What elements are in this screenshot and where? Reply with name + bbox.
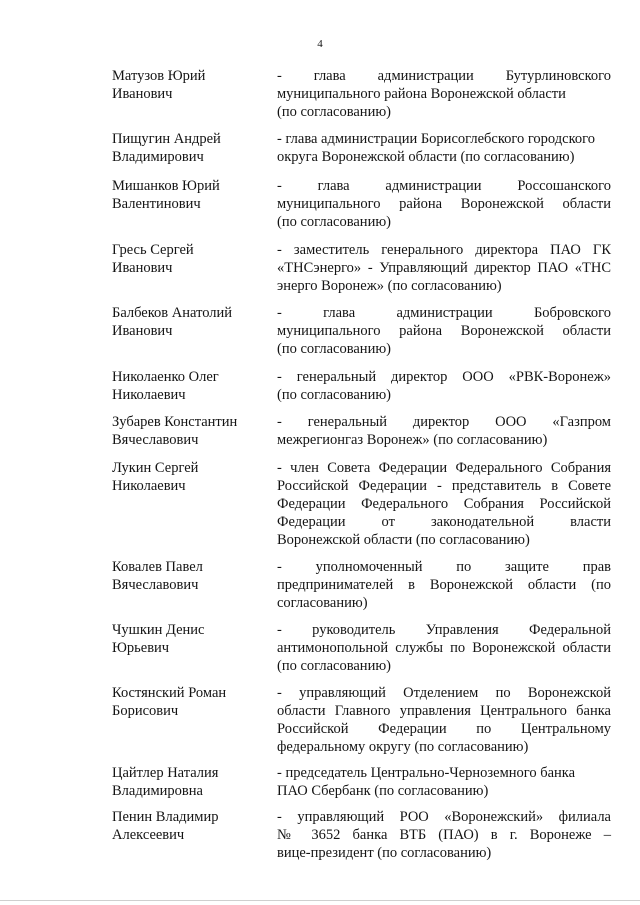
- person-name: Зубарев Константин Вячеславович: [112, 414, 238, 448]
- person-role: - управляющий Отделением по Воронежской области Главного управления Центрального банка Российской Федерации по Центральному федеральному округу (по согласованию): [277, 685, 611, 755]
- person-name: Мишанков Юрий Валентинович: [112, 178, 220, 212]
- person-role: - председатель Центрально-Черноземного банка ПАО Сбербанк (по согласованию): [277, 765, 576, 799]
- person-name: Пенин Владимир Алексеевич: [112, 809, 219, 843]
- person-role: - глава администрации Борисоглебского городского округа Воронежской области (по согласованию): [277, 131, 595, 165]
- person-name: Ковалев Павел Вячеславович: [112, 559, 203, 593]
- person-name: Лукин Сергей Николаевич: [112, 460, 199, 494]
- person-role: - управляющий РОО «Воронежский» филиала № 3652 банка ВТБ (ПАО) в г. Воронеже – вице-президент (по согласованию): [277, 809, 611, 861]
- person-name: Николаенко Олег Николаевич: [112, 369, 219, 403]
- person-role: - глава администрации Россошанского муниципального района Воронежской области (по согласованию): [277, 178, 611, 230]
- person-name: Костянский Роман Борисович: [112, 685, 227, 719]
- person-role: - член Совета Федерации Федерального Собрания Российской Федерации - представитель в Совете Федерации Федерального Собрания Российской Федерации от законодательной власти Воронежской области (по согласованию): [277, 460, 611, 548]
- person-role: - уполномоченный по защите прав предпринимателей в Воронежской области (по согласованию): [277, 559, 611, 611]
- person-name: Цайтлер Наталия Владимировна: [112, 765, 219, 799]
- person-role: - заместитель генерального директора ПАО ГК «ТНСэнерго» - Управляющий директор ПАО «ТНС энерго Воронеж» (по согласованию): [277, 242, 611, 294]
- page-bottom-edge: [0, 900, 640, 901]
- person-name: Гресь Сергей Иванович: [112, 242, 194, 276]
- person-name: Матузов Юрий Иванович: [112, 68, 206, 102]
- person-name: Балбеков Анатолий Иванович: [112, 305, 233, 339]
- person-role: - глава администрации Бобровского муниципального района Воронежской области (по согласованию): [277, 305, 611, 357]
- person-name: Пищугин Андрей Владимирович: [112, 131, 221, 165]
- person-role: - глава администрации Бутурлиновского муниципального района Воронежской области (по согласованию): [277, 68, 611, 120]
- page-number: 4: [317, 38, 323, 50]
- person-role: - руководитель Управления Федеральной антимонопольной службы по Воронежской области (по согласованию): [277, 622, 611, 674]
- person-name: Чушкин Денис Юрьевич: [112, 622, 205, 656]
- person-role: - генеральный директор ООО «РВК-Воронеж» (по согласованию): [277, 369, 611, 403]
- person-role: - генеральный директор ООО «Газпром межрегионгаз Воронеж» (по согласованию): [277, 414, 611, 448]
